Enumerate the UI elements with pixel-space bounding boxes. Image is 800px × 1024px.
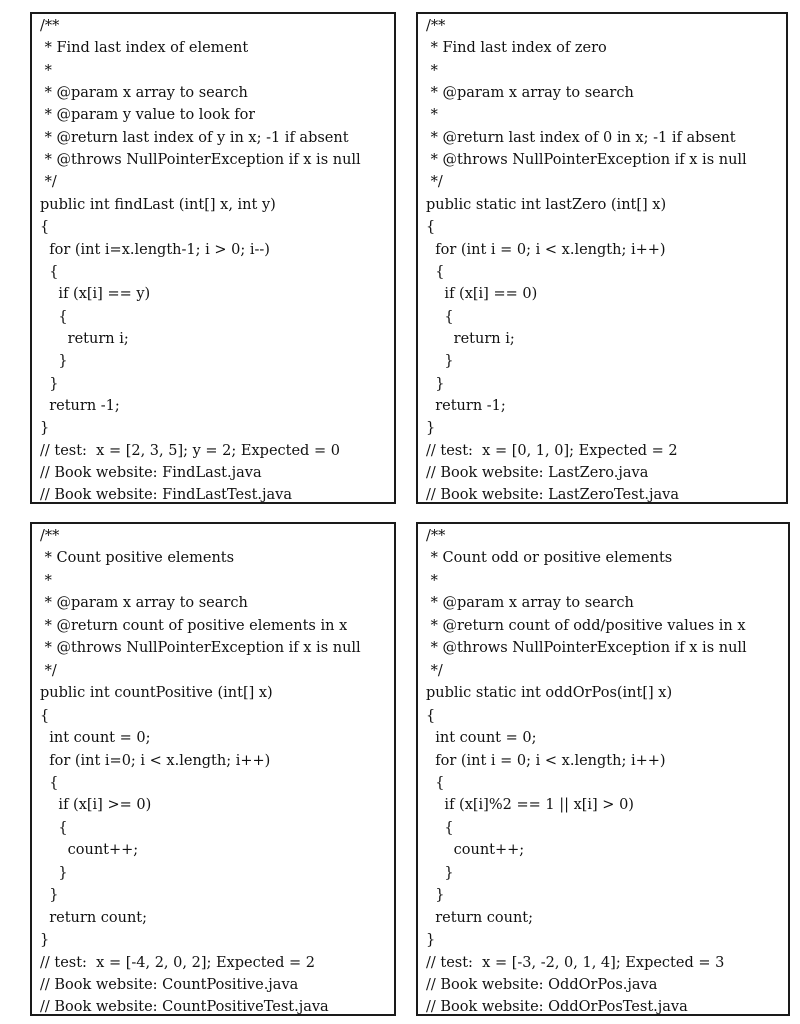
code-line: /** [426,18,446,34]
code-line: /** [40,528,60,544]
code-line: * @return count of positive elements in x [40,617,348,634]
code-line: */ [40,174,57,191]
code-line: if (x[i] == 0) [426,286,538,303]
code-line: public int countPositive (int[] x) [40,685,273,702]
code-line: } [40,932,50,949]
code-line: public static int lastZero (int[] x) [426,196,667,213]
code-line: * Count odd or positive elements [426,550,673,567]
code-line: return -1; [426,397,506,414]
code-line: * @return count of odd/positive values in x [426,617,746,634]
code-line: { [426,707,436,724]
code-lines [418,524,788,1014]
code-line: } [40,353,68,370]
code-line: // Book website: CountPositiveTest.java [40,999,329,1016]
code-line: { [40,308,68,325]
code-line: * Count positive elements [40,550,235,567]
code-line: { [426,774,445,791]
code-line: if (x[i] == y) [40,286,151,303]
code-panel-find-last [30,12,396,504]
code-panel-count-positive [30,522,396,1016]
code-line: return i; [426,330,515,347]
code-line: if (x[i]%2 == 1 || x[i] > 0) [426,797,634,814]
code-line: for (int i=x.length-1; i > 0; i--) [40,241,270,258]
code-line: public static int oddOrPos(int[] x) [426,685,673,702]
code-line: for (int i = 0; i < x.length; i++) [426,241,666,258]
code-line: * [40,572,52,589]
code-line: * @param y value to look for [40,107,256,124]
code-line: public int findLast (int[] x, int y) [40,196,276,213]
code-line: for (int i = 0; i < x.length; i++) [426,752,666,769]
code-line: { [426,219,436,236]
code-line: { [426,263,445,280]
code-line: } [426,932,436,949]
code-line: * [426,572,438,589]
code-line: } [426,864,454,881]
code-line: } [40,887,59,904]
code-line: * @param x array to search [40,85,248,102]
code-line: } [426,420,436,437]
code-line: { [426,819,454,836]
code-line: */ [426,174,443,191]
code-line: return count; [426,909,534,926]
code-line: * @return last index of y in x; -1 if absent [40,129,349,146]
code-line: // test: x = [-4, 2, 0, 2]; Expected = 2 [40,954,315,971]
code-line: * [426,107,438,124]
code-line: * @return last index of 0 in x; -1 if absent [426,129,736,146]
code-line: // Book website: OddOrPos.java [426,977,658,993]
code-line: // test: x = [0, 1, 0]; Expected = 2 [426,442,678,459]
code-line: /** [40,18,60,34]
code-lines [418,14,786,502]
code-panel-last-zero [416,12,788,504]
code-line: */ [40,662,57,679]
code-line: * @throws NullPointerException if x is null [426,640,747,657]
code-line: */ [426,662,443,679]
code-line: count++; [426,842,525,859]
code-line: * @throws NullPointerException if x is null [426,152,747,169]
code-line: } [426,375,445,392]
code-line: count++; [40,842,139,859]
code-line: // Book website: FindLast.java [40,465,262,481]
code-line: } [40,864,68,881]
code-line: { [40,219,50,236]
code-lines [32,524,394,1014]
code-line: { [40,707,50,724]
code-line: // Book website: OddOrPosTest.java [426,999,688,1016]
code-line: int count = 0; [426,730,537,747]
code-lines [32,14,394,502]
code-line: } [40,375,59,392]
code-line: return count; [40,909,148,926]
code-panel-odd-or-pos [416,522,790,1016]
code-line: * @param x array to search [426,595,634,612]
code-line: * @throws NullPointerException if x is null [40,640,361,657]
code-line: } [426,353,454,370]
code-line: for (int i=0; i < x.length; i++) [40,752,271,769]
code-line: // Book website: LastZero.java [426,465,649,481]
code-line: { [40,819,68,836]
code-line: * Find last index of zero [426,40,607,57]
code-line: // Book website: LastZeroTest.java [426,487,679,504]
code-line: if (x[i] >= 0) [40,797,152,814]
code-line: * [40,62,52,79]
code-line: * @param x array to search [40,595,248,612]
code-line: // test: x = [2, 3, 5]; y = 2; Expected = 0 [40,442,340,459]
code-line: { [40,263,59,280]
code-line: // test: x = [-3, -2, 0, 1, 4]; Expected = 3 [426,954,725,971]
code-line: } [426,887,445,904]
code-line: * @throws NullPointerException if x is null [40,152,361,169]
code-line: * [426,62,438,79]
code-line: * @param x array to search [426,85,634,102]
code-line: { [426,308,454,325]
code-line: // Book website: CountPositive.java [40,977,299,993]
code-line: int count = 0; [40,730,151,747]
code-line: /** [426,528,446,544]
code-line: } [40,420,50,437]
code-line: return i; [40,330,129,347]
code-line: { [40,774,59,791]
code-line: // Book website: FindLastTest.java [40,487,292,504]
code-line: return -1; [40,397,120,414]
code-line: * Find last index of element [40,40,249,57]
